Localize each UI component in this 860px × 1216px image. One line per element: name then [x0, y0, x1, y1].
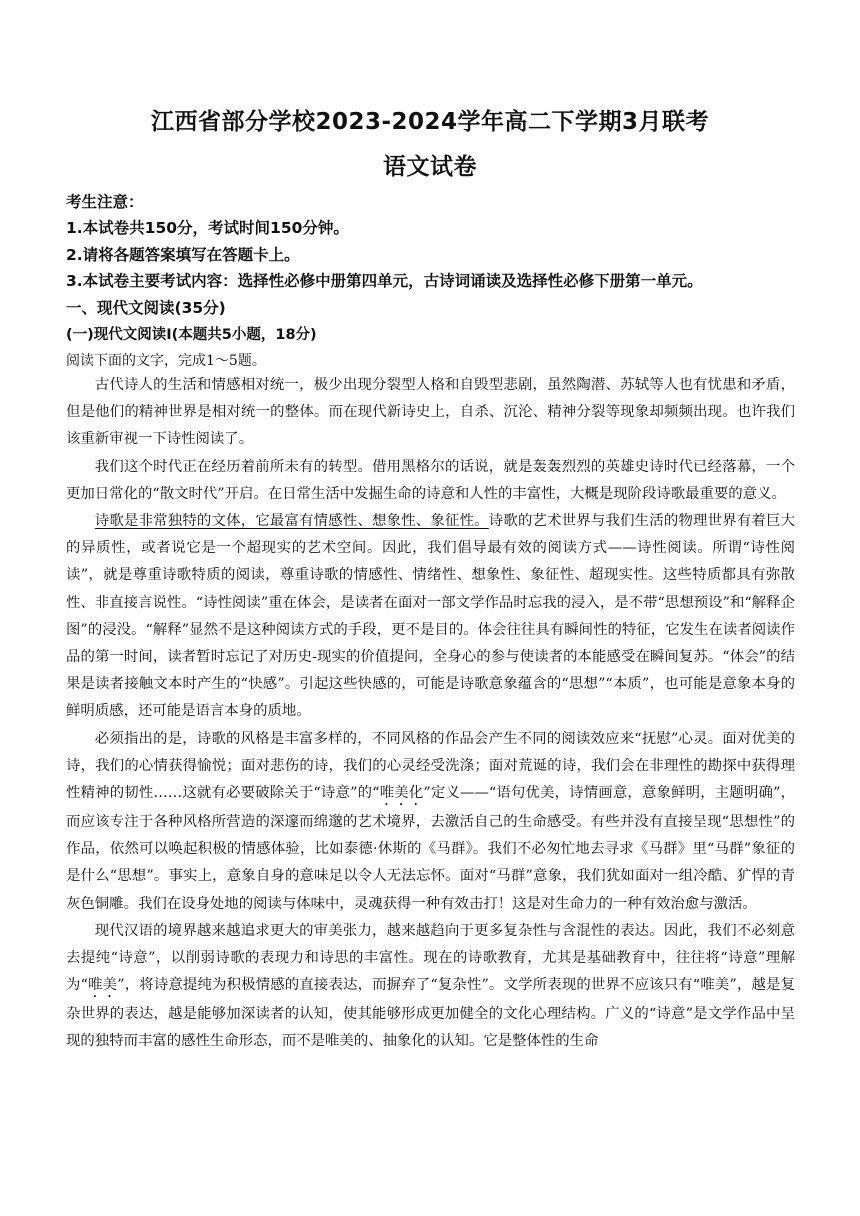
section-subheading: (一)现代文阅读Ⅰ(本题共5小题，18分)	[66, 327, 317, 343]
reading-passage	[66, 372, 795, 1056]
paragraph-4-text-b: ”定义——“语句优美，诗情画意，意象鲜明，主题明确”，而应该专注于各种风格所营造的深邃而绵邈的艺术境界，去激活自己的生命感受。有些并没有直接呈现“思想性”的作品，依然可以唤起积极的情感体验，比如泰德·休斯的《马群》。我们不必匆忙地去寻求《马群》里“马群”象征的是什么“思想”。事实上，意象自身的意味足以令人无法忘怀。面对“马群”意象，我们犹如面对一组冷酷、犷悍的青灰色铜雕。我们在设身处地的阅读与体味中，灵魂获得一种有效击打！这是对生命力的一种有效治愈与激活。	[66, 785, 795, 912]
paragraph-5-text-b: ”，将诗意提纯为积极情感的直接表达，而摒弃了“复杂性”。文学所表现的世界不应该只有“唯美”，越是复杂世界的表达，越是能够加深读者的认知，使其能够形成更加健全的文化心理结构。广义的“诗意”是文学作品中呈现的独特而丰富的感性生命形态，而不是唯美的、抽象化的认知。它是整体性的生命	[66, 977, 795, 1050]
notice-item-2: 2.请将各题答案填写在答题卡上。	[66, 246, 300, 264]
paragraph-4-text-a: 必须指出的是，诗歌的风格是丰富多样的，不同风格的作品会产生不同的阅读效应来“抚慰”心灵。面对优美的诗，我们的心情获得愉悦；面对悲伤的诗，我们的心灵经受洗涤；面对荒诞的诗，我们会在非理性的勘探中获得理性精神的韧性……这就有必要破除关于“诗意”的“	[66, 730, 795, 802]
passage-paragraph-3	[66, 508, 795, 726]
paragraph-5-text-a: 现代汉语的境界越来越追求更大的审美张力，越来越趋向于更多复杂性与含混性的表达。因此，我们不必刻意去提纯“诗意”，以削弱诗歌的表现力和诗思的丰富性。现在的诗歌教育，尤其是基础教育中，往往将“诗意”理解为“	[66, 922, 795, 994]
passage-paragraph-4	[66, 726, 795, 918]
paragraph-3-text: 诗歌的艺术世界与我们生活的物理世界有着巨大的异质性，或者说它是一个超现实的艺术空间。因此，我们倡导最有效的阅读方式——诗性阅读。所谓“诗性阅读”，就是尊重诗歌特质的阅读，尊重诗歌的情感性、情绪性、想象性、象征性、超现实性。这些特质都具有弥散性、非直接言说性。“诗性阅读”重在体会，是读者在面对一部文学作品时忘我的浸入，是不带“思想预设”和“解释企图”的浸没。“解释”显然不是这种阅读方式的手段，更不是目的。体会往往具有瞬间性的特征，它发生在读者阅读作品的第一时间，读者暂时忘记了对历史-现实的价值提问，全身心的参与使读者的本能感受在瞬间复苏。“体会”的结果是读者接触文本时产生的“快感”。引起这些快感的，可能是诗歌意象蕴含的“思想”“本质”，也可能是意象本身的鲜明质感，还可能是语言本身的质地。	[66, 513, 795, 720]
passage-paragraph-1: 古代诗人的生活和情感相对统一，极少出现分裂型人格和自毁型悲剧，虽然陶潜、苏轼等人也有忧患和矛盾，但是他们的精神世界是相对统一的整体。而在现代新诗史上，自杀、沉沦、精神分裂等现象却频频出现。也许我们该重新审视一下诗性阅读了。	[66, 377, 795, 448]
dotted-term: 唯美化	[379, 785, 424, 802]
exam-title: 江西省部分学校2023-2024学年高二下学期3月联考	[150, 109, 710, 135]
passage-paragraph-2: 我们这个时代正在经历着前所未有的转型。借用黑格尔的话说，就是轰轰烈烈的英雄史诗时代已经落幕，一个更加日常化的“散文时代”开启。在日常生活中发掘生命的诗意和人性的丰富性，大概是现阶段诗歌最重要的意义。	[66, 458, 795, 502]
notice-item-3: 3.本试卷主要考试内容：选择性必修中册第四单元，古诗词诵读及选择性必修下册第一单元。	[66, 272, 703, 290]
exam-subtitle: 语文试卷	[383, 154, 477, 180]
passage-paragraph-5	[66, 918, 795, 1056]
dotted-term: 唯美	[87, 977, 118, 994]
notice-item-1: 1.本试卷共150分，考试时间150分钟。	[66, 219, 349, 237]
reading-instruction: 阅读下面的文字，完成1～5题。	[66, 353, 266, 369]
section-heading: 一、现代文阅读(35分)	[66, 299, 226, 317]
underlined-sentence: 诗歌是非常独特的文体，它最富有情感性、想象性、象征性。	[94, 513, 489, 530]
notice-heading: 考生注意：	[66, 193, 144, 211]
